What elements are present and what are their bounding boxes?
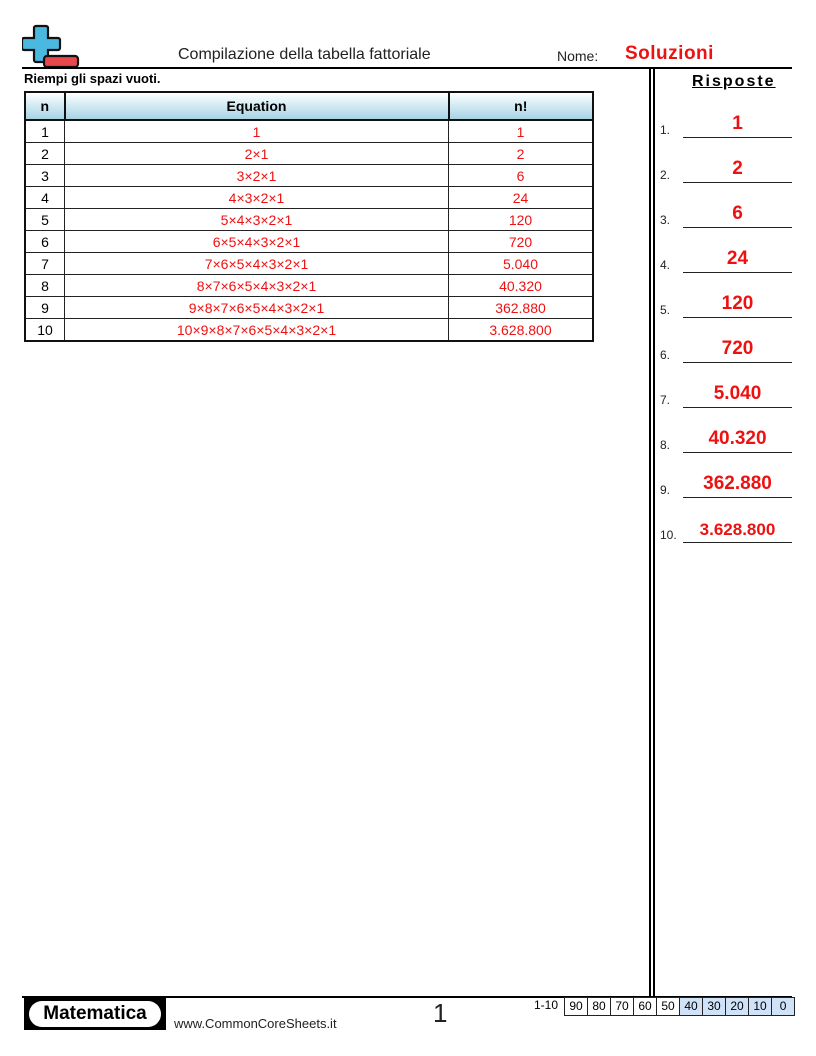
cell-equation: 7×6×5×4×3×2×1 [65,253,449,275]
table-row [25,297,593,319]
instructions: Riempi gli spazi vuoti. [24,71,161,86]
score-cell: 20 [726,997,749,1016]
answer-line [683,317,792,319]
cell-n: 6 [25,231,65,253]
score-range-label: 1-10 [534,998,559,1012]
cell-n: 3 [25,165,65,187]
table-row [25,120,593,143]
table-row [25,165,593,187]
cell-result: 2 [449,143,594,165]
answer-value: 720 [721,338,754,359]
cell-result: 3.628.800 [449,319,594,342]
cell-result: 24 [449,187,594,209]
answer-number: 5. [660,303,671,317]
answer-item [660,366,792,410]
answer-item [660,276,792,320]
cell-n: 2 [25,143,65,165]
answer-value: 120 [721,293,754,314]
cell-equation: 6×5×4×3×2×1 [65,231,449,253]
score-cell: 0 [772,997,795,1016]
cell-result: 120 [449,209,594,231]
cell-equation: 3×2×1 [65,165,449,187]
answer-item [660,411,792,455]
table-row [25,319,593,342]
column-header-equation: Equation [65,92,449,120]
answers-title: Risposte [692,73,776,90]
cell-equation: 8×7×6×5×4×3×2×1 [65,275,449,297]
name-value: Soluzioni [625,43,714,64]
cell-n: 8 [25,275,65,297]
answer-number: 8. [660,438,671,452]
score-cell: 10 [749,997,772,1016]
cell-result: 6 [449,165,594,187]
answer-number: 10. [660,528,677,542]
table-row [25,253,593,275]
cell-n: 1 [25,120,65,143]
answer-value: 6 [732,203,743,224]
answer-number: 7. [660,393,671,407]
answer-value: 24 [726,248,749,269]
table-row [25,187,593,209]
answer-line [683,272,792,274]
cell-equation: 4×3×2×1 [65,187,449,209]
answer-number: 6. [660,348,671,362]
answer-number: 1. [660,123,671,137]
cell-n: 5 [25,209,65,231]
cell-result: 720 [449,231,594,253]
answer-line [683,407,792,409]
answer-column-divider [649,68,651,997]
factorial-table [24,91,594,342]
cell-equation: 10×9×8×7×6×5×4×3×2×1 [65,319,449,342]
column-header-n: n [25,92,65,120]
answer-column-divider [653,68,655,997]
page-number: 1 [433,998,448,1028]
table-row [25,275,593,297]
cell-result: 362.880 [449,297,594,319]
answer-line [683,542,792,544]
answer-item [660,321,792,365]
answer-line [683,137,792,139]
answer-item [660,96,792,140]
answer-line [683,362,792,364]
answer-item [660,501,792,545]
score-cell: 40 [680,997,703,1016]
answer-item [660,186,792,230]
column-header-result: n! [449,92,594,120]
score-cell: 70 [611,997,634,1016]
table-row [25,209,593,231]
cell-equation: 1 [65,120,449,143]
score-cell: 60 [634,997,657,1016]
score-cell: 50 [657,997,680,1016]
name-label: Nome: [557,48,599,64]
answer-number: 4. [660,258,671,272]
cell-result: 5.040 [449,253,594,275]
score-scale [530,997,795,1016]
table-header-row [25,92,593,120]
cell-n: 4 [25,187,65,209]
answer-number: 2. [660,168,671,182]
brand-badge [24,998,166,1030]
answer-line [683,497,792,499]
answer-item [660,141,792,185]
brand-label: Matematica [29,1001,161,1027]
score-cell: 80 [588,997,611,1016]
cell-n: 7 [25,253,65,275]
answer-line [683,452,792,454]
answer-value: 3.628.800 [699,520,776,539]
table-row [25,231,593,253]
cell-result: 1 [449,120,594,143]
cell-n: 10 [25,319,65,342]
page-title: Compilazione della tabella fattoriale [178,46,431,63]
score-cell: 90 [564,997,588,1016]
answer-value: 5.040 [713,383,762,404]
cell-equation: 5×4×3×2×1 [65,209,449,231]
table-row [25,143,593,165]
answer-value: 1 [732,113,743,134]
answer-value: 362.880 [703,473,772,494]
cell-result: 40.320 [449,275,594,297]
answer-value: 2 [732,158,743,179]
cell-equation: 2×1 [65,143,449,165]
site-url: www.CommonCoreSheets.it [174,1016,337,1031]
score-cell: 30 [703,997,726,1016]
cell-equation: 9×8×7×6×5×4×3×2×1 [65,297,449,319]
header-divider [22,67,792,69]
answer-item [660,231,792,275]
answer-line [683,182,792,184]
answer-item [660,456,792,500]
cell-n: 9 [25,297,65,319]
answer-number: 9. [660,483,671,497]
answer-number: 3. [660,213,671,227]
answer-value: 40.320 [708,428,767,449]
plus-minus-icon [22,24,80,68]
answer-line [683,227,792,229]
